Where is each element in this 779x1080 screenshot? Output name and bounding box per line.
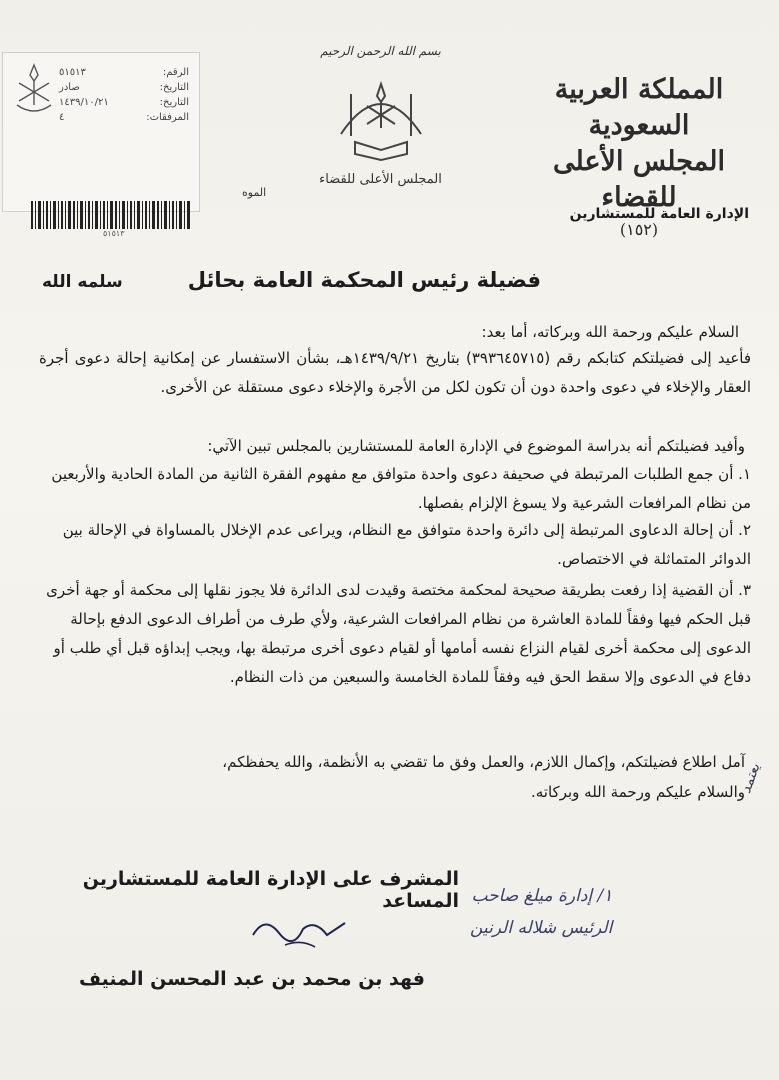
stamp-label: المرفقات: — [146, 112, 189, 123]
stamp-fields — [59, 65, 189, 125]
barcode-icon — [31, 201, 191, 229]
stamp-label: التاريخ: — [159, 82, 189, 93]
list-number: ٣. — [738, 581, 751, 599]
addressee: فضيلة رئيس المحكمة العامة بحائل — [187, 268, 541, 292]
subject-label: الموه — [242, 186, 267, 199]
closing-line: والسلام عليكم ورحمة الله وبركاته. — [531, 783, 745, 801]
margin-note: يعتمد — [738, 761, 764, 796]
signer-name: فهد بن محمد بن عبد المحسن المنيف — [78, 968, 425, 990]
stamp-value: ١٤٣٩/١٠/٢١ — [59, 97, 109, 108]
body-paragraph: فأعيد إلى فضيلتكم كتابكم رقم (٣٩٣٦٤٥٧١٥) بتاريخ ١٤٣٩/٩/٢١هـ، بشأن الاستفسار عن إمكانية إحالة دعوى أجرة العقار والإخلاء في دعوى واحدة دون أن تكون لكل من الأجرة والإخلاء دعوى مستقلة عن الأخرى. — [39, 349, 752, 396]
council-name: المجلس الأعلى للقضاء — [319, 172, 442, 187]
handwritten-note — [470, 880, 612, 944]
list-number: ١. — [738, 465, 751, 483]
council-logo-icon — [331, 64, 431, 164]
list-item — [39, 576, 751, 692]
salutation: سلمه الله — [42, 272, 123, 292]
list-item — [39, 460, 751, 518]
body-paragraph: وأفيد فضيلتكم أنه بدراسة الموضوع في الإدارة العامة للمستشارين بالمجلس تبين الآتي: — [207, 437, 745, 455]
stamp-value: صادر — [59, 82, 80, 93]
list-text: أن القضية إذا رفعت بطريقة صحيحة لمحكمة مختصة وقيدت لدى الدائرة فلا يجوز نقلها إلى محكمة أو جهة أخرى قبل الحكم فيها وفقاً للمادة العاشرة من نظام المرافعات الشرعية، ولأي طرف من أطراف الدعوى الدفع بإحالة الدعوى إلى محكمة أخرى لقيام النزاع نفسه أمامها أو لقيام دعوى أخرى مرتبطة بها، ويجب إبداؤه قبل أي طلب أو دفاع في الدعوى وإلا سقط الحق فيه وفقاً للمادة الخامسة والسبعين من ذات النظام. — [46, 581, 751, 686]
stamp-row — [59, 80, 189, 95]
signature-icon — [245, 905, 355, 955]
stamp-row — [59, 95, 189, 110]
list-item — [39, 516, 751, 574]
kingdom-name: المملكة العربية السعودية — [554, 74, 724, 141]
stamp-label: التاريخ: — [159, 97, 189, 108]
emblem-icon — [9, 61, 59, 121]
closing-line: آمل اطلاع فضيلتكم، وإكمال اللازم، والعمل وفق ما تقضي به الأنظمة، والله يحفظكم، — [222, 753, 745, 771]
registry-stamp — [2, 52, 200, 238]
signer-title: المشرف على الإدارة العامة للمستشارين المساعد — [82, 868, 459, 912]
list-text: أن جمع الطلبات المرتبطة في صحيفة دعوى واحدة متوافق مع مفهوم الفقرة الثانية من المادة الحادية والأربعين من نظام المرافعات الشرعية ولا يسوغ الإلزام بفصلها. — [51, 465, 751, 512]
greeting: السلام عليكم ورحمة الله وبركاته، أما بعد: — [481, 323, 739, 341]
list-text: أن إحالة الدعاوى المرتبطة إلى دائرة واحدة متوافق مع النظام، ويراعى عدم الإخلال بالمساواة في الإحالة بين الدوائر المتماثلة في الاختصاص. — [62, 521, 751, 568]
stamp-label: الرقم: — [162, 67, 189, 78]
handwritten-line: الرئيس شلاله الرنين — [470, 918, 613, 938]
letter-code: (١٥٢) — [619, 220, 659, 239]
stamp-row — [59, 110, 189, 125]
stamp-value: ٤ — [59, 112, 65, 123]
barcode-number: ٥١٥١٣ — [103, 229, 125, 238]
stamp-value: ٥١٥١٣ — [59, 67, 86, 78]
stamp-row — [59, 65, 189, 80]
council-title: المجلس الأعلى للقضاء — [553, 146, 725, 213]
council-emblem — [318, 44, 443, 187]
list-number: ٢. — [738, 521, 751, 539]
bismillah: بسم الله الرحمن الرحيم — [320, 44, 441, 58]
handwritten-line: ١/ إدارة ميلغ صاحب — [471, 886, 613, 906]
department-name: الإدارة العامة للمستشارين — [569, 206, 749, 222]
